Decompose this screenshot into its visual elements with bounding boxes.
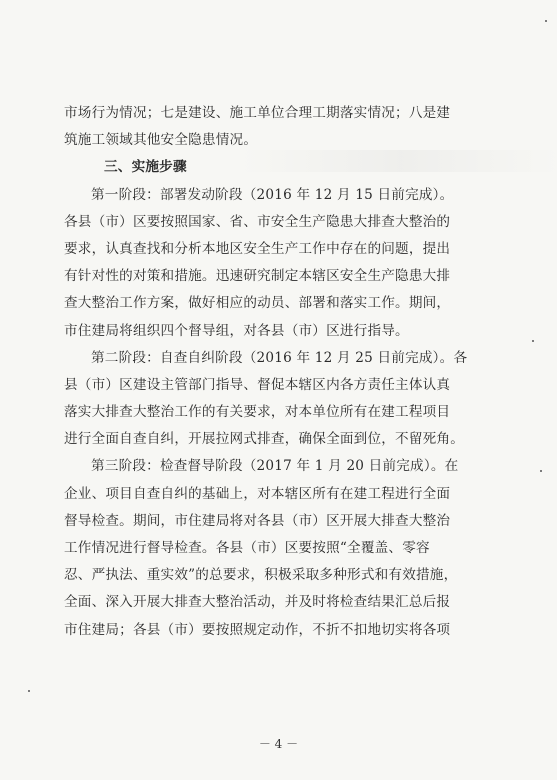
text-line: 工作情况进行督导检查。各县（市）区要按照“全覆盖、零容 bbox=[64, 540, 430, 556]
body-text bbox=[64, 100, 496, 644]
scan-speck bbox=[545, 20, 547, 22]
stage-three-heading: 第三阶段：检查督导阶段（2017 年 1 月 20 日前完成）。在 bbox=[91, 458, 459, 475]
scan-speck bbox=[28, 690, 30, 692]
text-line: 查大整治工作方案，做好相应的动员、部署和落实工作。期间， bbox=[64, 295, 451, 312]
scan-speck bbox=[540, 470, 542, 472]
stage-one-heading: 第一阶段：部署发动阶段（2016 年 12 月 15 日前完成）。 bbox=[91, 186, 454, 203]
text-line: 筑施工领域其他安全隐患情况。 bbox=[64, 132, 258, 149]
stage-two-heading: 第二阶段：自查自纠阶段（2016 年 12 月 25 日前完成）。各 bbox=[91, 349, 468, 366]
text-line: 督导检查。期间，市住建局将对各县（市）区开展大排查大整治 bbox=[64, 512, 451, 529]
text-line: 有针对性的对策和措施。迅速研究制定本辖区安全生产隐患大排 bbox=[64, 268, 451, 285]
text-line: 落实大排查大整治工作的有关要求，对本单位所有在建工程项目 bbox=[64, 404, 451, 421]
text-line: 市住建局将组织四个督导组，对各县（市）区进行指导。 bbox=[64, 322, 409, 339]
text-line: 各县（市）区要按照国家、省、市安全生产隐患大排查大整治的 bbox=[64, 213, 451, 230]
text-line: 全面、深入开展大排查大整治活动，并及时将检查结果汇总后报 bbox=[64, 594, 451, 611]
text-line: 要求，认真查找和分析本地区安全生产工作中存在的问题，提出 bbox=[64, 240, 451, 257]
page-number: － 4 － bbox=[258, 737, 299, 751]
text-line: 进行全面自查自纠，开展拉网式排查，确保全面到位，不留死角。 bbox=[64, 431, 465, 448]
text-line: 市场行为情况；七是建设、施工单位合理工期落实情况；八是建 bbox=[64, 105, 451, 121]
text-line: 市住建局；各县（市）要按照规定动作，不折不扣地切实将各项 bbox=[64, 621, 451, 638]
text-line: 忍、严执法、重实效”的总要求，积极采取多种形式和有效措施， bbox=[64, 567, 458, 584]
section-heading: 三、实施步骤 bbox=[104, 159, 187, 176]
text-line: 企业、项目自查自纠的基础上，对本辖区所有在建工程进行全面 bbox=[64, 485, 451, 502]
text-line: 县（市）区建设主管部门指导、督促本辖区内各方责任主体认真 bbox=[64, 376, 451, 393]
scan-speck bbox=[532, 340, 534, 342]
